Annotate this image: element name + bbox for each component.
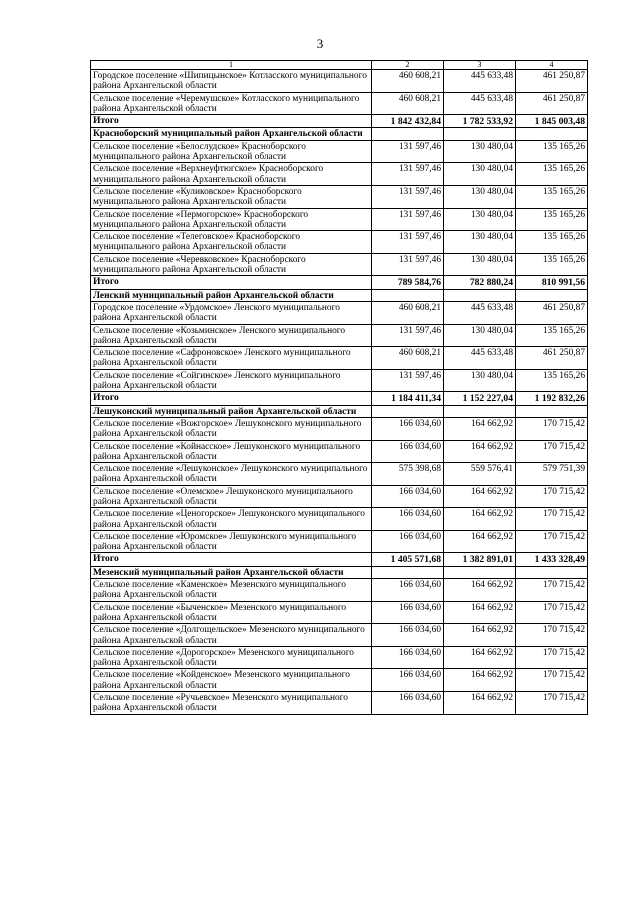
column-number-row — [91, 61, 588, 70]
amount-col-4: 461 250,87 — [516, 70, 588, 93]
amount-col-4: 810 991,56 — [516, 276, 588, 289]
amount-col-3: 164 662,92 — [444, 646, 516, 669]
total-label: Итого — [91, 392, 372, 405]
amount-col-3: 164 662,92 — [444, 508, 516, 531]
settlement-name: Сельское поселение «Верхнеуфтюгское» Красноборского муниципального района Архангельской области — [91, 163, 372, 186]
amount-col-2: 166 034,60 — [372, 579, 444, 602]
settlement-row — [91, 485, 588, 508]
amount-col-3: 130 480,04 — [444, 231, 516, 254]
settlement-row — [91, 231, 588, 254]
amount-col-3: 130 480,04 — [444, 140, 516, 163]
amount-col-2: 166 034,60 — [372, 669, 444, 692]
amount-col-2: 460 608,21 — [372, 301, 444, 324]
amount-col-2 — [372, 289, 444, 301]
amount-col-4: 1 845 003,48 — [516, 115, 588, 128]
settlement-name: Сельское поселение «Юромское» Лешуконского муниципального района Архангельской области — [91, 530, 372, 553]
settlement-name: Городское поселение «Урдомское» Ленского муниципального района Архангельской области — [91, 301, 372, 324]
district-name: Ленский муниципальный район Архангельской области — [91, 289, 372, 301]
settlement-row — [91, 646, 588, 669]
column-number-2: 2 — [372, 61, 444, 70]
settlement-name: Сельское поселение «Белослудское» Красноборского муниципального района Архангельской области — [91, 140, 372, 163]
amount-col-2: 131 597,46 — [372, 185, 444, 208]
amount-col-2: 131 597,46 — [372, 231, 444, 254]
settlement-row — [91, 579, 588, 602]
amount-col-3: 164 662,92 — [444, 485, 516, 508]
amount-col-2: 1 405 571,68 — [372, 553, 444, 566]
settlement-row — [91, 624, 588, 647]
amount-col-2 — [372, 566, 444, 578]
amount-col-4: 579 751,39 — [516, 463, 588, 486]
amount-col-4: 170 715,42 — [516, 417, 588, 440]
district-header-row — [91, 289, 588, 301]
amount-col-4: 135 165,26 — [516, 163, 588, 186]
amount-col-2: 166 034,60 — [372, 601, 444, 624]
amount-col-4: 170 715,42 — [516, 485, 588, 508]
settlement-name: Сельское поселение «Долгощельское» Мезенского муниципального района Архангельской области — [91, 624, 372, 647]
settlement-name: Сельское поселение «Телеговское» Красноборского муниципального района Архангельской области — [91, 231, 372, 254]
settlement-row — [91, 301, 588, 324]
budget-table — [90, 60, 588, 715]
amount-col-3: 164 662,92 — [444, 417, 516, 440]
table-body — [91, 61, 588, 715]
amount-col-4 — [516, 405, 588, 417]
amount-col-3: 130 480,04 — [444, 185, 516, 208]
settlement-name: Сельское поселение «Сафроновское» Ленского муниципального района Архангельской области — [91, 347, 372, 370]
amount-col-3: 164 662,92 — [444, 579, 516, 602]
total-label: Итого — [91, 553, 372, 566]
district-name: Лешуконский муниципальный район Архангельской области — [91, 405, 372, 417]
settlement-row — [91, 692, 588, 715]
settlement-row — [91, 530, 588, 553]
settlement-name: Сельское поселение «Каменское» Мезенского муниципального района Архангельской области — [91, 579, 372, 602]
settlement-row — [91, 417, 588, 440]
amount-col-3: 1 382 891,01 — [444, 553, 516, 566]
amount-col-3 — [444, 128, 516, 140]
settlement-name: Сельское поселение «Койнасское» Лешуконского муниципального района Архангельской области — [91, 440, 372, 463]
settlement-name: Сельское поселение «Куликовское» Красноборского муниципального района Архангельской области — [91, 185, 372, 208]
amount-col-4: 135 165,26 — [516, 253, 588, 276]
total-label: Итого — [91, 276, 372, 289]
column-number-3: 3 — [444, 61, 516, 70]
amount-col-3: 130 480,04 — [444, 208, 516, 231]
settlement-name: Сельское поселение «Олемское» Лешуконского муниципального района Архангельской области — [91, 485, 372, 508]
settlement-row — [91, 140, 588, 163]
settlement-row — [91, 253, 588, 276]
total-row — [91, 553, 588, 566]
amount-col-4: 461 250,87 — [516, 92, 588, 115]
amount-col-2 — [372, 405, 444, 417]
total-row — [91, 276, 588, 289]
amount-col-4: 135 165,26 — [516, 140, 588, 163]
amount-col-2: 131 597,46 — [372, 253, 444, 276]
amount-col-4: 135 165,26 — [516, 208, 588, 231]
settlement-name: Сельское поселение «Вожгорское» Лешуконского муниципального района Архангельской области — [91, 417, 372, 440]
amount-col-3: 782 880,24 — [444, 276, 516, 289]
amount-col-3: 164 662,92 — [444, 669, 516, 692]
amount-col-3: 445 633,48 — [444, 70, 516, 93]
amount-col-3 — [444, 405, 516, 417]
amount-col-2: 166 034,60 — [372, 530, 444, 553]
amount-col-3: 164 662,92 — [444, 624, 516, 647]
amount-col-4: 170 715,42 — [516, 692, 588, 715]
settlement-row — [91, 70, 588, 93]
amount-col-4: 135 165,26 — [516, 324, 588, 347]
amount-col-4: 461 250,87 — [516, 301, 588, 324]
column-number-4: 4 — [516, 61, 588, 70]
settlement-name: Сельское поселение «Дорогорское» Мезенского муниципального района Архангельской области — [91, 646, 372, 669]
settlement-row — [91, 208, 588, 231]
settlement-row — [91, 440, 588, 463]
district-name: Мезенский муниципальный район Архангельской области — [91, 566, 372, 578]
page-number: 3 — [316, 36, 324, 51]
total-row — [91, 392, 588, 405]
settlement-row — [91, 347, 588, 370]
settlement-name: Сельское поселение «Сойгинское» Ленского муниципального района Архангельской области — [91, 369, 372, 392]
amount-col-3: 130 480,04 — [444, 324, 516, 347]
amount-col-2: 460 608,21 — [372, 347, 444, 370]
amount-col-3: 445 633,48 — [444, 301, 516, 324]
amount-col-2 — [372, 128, 444, 140]
settlement-name: Сельское поселение «Козьминское» Ленского муниципального района Архангельской области — [91, 324, 372, 347]
amount-col-4: 170 715,42 — [516, 646, 588, 669]
amount-col-2: 575 398,68 — [372, 463, 444, 486]
amount-col-4: 170 715,42 — [516, 669, 588, 692]
amount-col-4 — [516, 566, 588, 578]
amount-col-2: 460 608,21 — [372, 70, 444, 93]
district-header-row — [91, 566, 588, 578]
amount-col-3: 445 633,48 — [444, 92, 516, 115]
amount-col-2: 131 597,46 — [372, 140, 444, 163]
amount-col-4: 135 165,26 — [516, 185, 588, 208]
amount-col-2: 131 597,46 — [372, 324, 444, 347]
settlement-row — [91, 324, 588, 347]
amount-col-4: 461 250,87 — [516, 347, 588, 370]
amount-col-2: 789 584,76 — [372, 276, 444, 289]
amount-col-3: 130 480,04 — [444, 163, 516, 186]
amount-col-4: 135 165,26 — [516, 231, 588, 254]
amount-col-4: 170 715,42 — [516, 601, 588, 624]
settlement-row — [91, 92, 588, 115]
settlement-row — [91, 369, 588, 392]
amount-col-3: 1 152 227,04 — [444, 392, 516, 405]
settlement-row — [91, 463, 588, 486]
amount-col-4 — [516, 128, 588, 140]
settlement-row — [91, 508, 588, 531]
district-header-row — [91, 128, 588, 140]
amount-col-2: 1 842 432,84 — [372, 115, 444, 128]
amount-col-4: 135 165,26 — [516, 369, 588, 392]
amount-col-3: 164 662,92 — [444, 530, 516, 553]
amount-col-3: 164 662,92 — [444, 440, 516, 463]
settlement-name: Сельское поселение «Ручьевское» Мезенского муниципального района Архангельской области — [91, 692, 372, 715]
district-name: Красноборский муниципальный район Архангельской области — [91, 128, 372, 140]
settlement-name: Городское поселение «Шипицынское» Котласского муниципального района Архангельской области — [91, 70, 372, 93]
column-number-1: 1 — [91, 61, 372, 70]
amount-col-4: 1 192 832,26 — [516, 392, 588, 405]
amount-col-3: 130 480,04 — [444, 253, 516, 276]
amount-col-2: 460 608,21 — [372, 92, 444, 115]
amount-col-3: 1 782 533,92 — [444, 115, 516, 128]
amount-col-4: 170 715,42 — [516, 440, 588, 463]
amount-col-4 — [516, 289, 588, 301]
total-row — [91, 115, 588, 128]
amount-col-4: 170 715,42 — [516, 624, 588, 647]
settlement-name: Сельское поселение «Черемушское» Котласского муниципального района Архангельской области — [91, 92, 372, 115]
settlement-name: Сельское поселение «Лешуконское» Лешуконского муниципального района Архангельской области — [91, 463, 372, 486]
amount-col-3: 130 480,04 — [444, 369, 516, 392]
amount-col-2: 166 034,60 — [372, 624, 444, 647]
amount-col-3: 559 576,41 — [444, 463, 516, 486]
amount-col-4: 170 715,42 — [516, 508, 588, 531]
amount-col-3 — [444, 289, 516, 301]
settlement-name: Сельское поселение «Черевковское» Красноборского муниципального района Архангельской области — [91, 253, 372, 276]
district-header-row — [91, 405, 588, 417]
amount-col-2: 1 184 411,34 — [372, 392, 444, 405]
amount-col-2: 166 034,60 — [372, 485, 444, 508]
amount-col-2: 131 597,46 — [372, 163, 444, 186]
amount-col-2: 166 034,60 — [372, 692, 444, 715]
settlement-row — [91, 601, 588, 624]
amount-col-2: 166 034,60 — [372, 440, 444, 463]
settlement-name: Сельское поселение «Ценогорское» Лешуконского муниципального района Архангельской области — [91, 508, 372, 531]
amount-col-3: 164 662,92 — [444, 601, 516, 624]
settlement-row — [91, 669, 588, 692]
amount-col-4: 170 715,42 — [516, 530, 588, 553]
amount-col-4: 1 433 328,49 — [516, 553, 588, 566]
amount-col-3: 164 662,92 — [444, 692, 516, 715]
settlement-name: Сельское поселение «Койденское» Мезенского муниципального района Архангельской области — [91, 669, 372, 692]
settlement-name: Сельское поселение «Пермогорское» Красноборского муниципального района Архангельской области — [91, 208, 372, 231]
settlement-row — [91, 163, 588, 186]
amount-col-2: 166 034,60 — [372, 417, 444, 440]
amount-col-3: 445 633,48 — [444, 347, 516, 370]
amount-col-4: 170 715,42 — [516, 579, 588, 602]
settlement-row — [91, 185, 588, 208]
total-label: Итого — [91, 115, 372, 128]
amount-col-2: 131 597,46 — [372, 369, 444, 392]
amount-col-2: 166 034,60 — [372, 508, 444, 531]
amount-col-3 — [444, 566, 516, 578]
settlement-name: Сельское поселение «Быченское» Мезенского муниципального района Архангельской области — [91, 601, 372, 624]
amount-col-2: 131 597,46 — [372, 208, 444, 231]
amount-col-2: 166 034,60 — [372, 646, 444, 669]
